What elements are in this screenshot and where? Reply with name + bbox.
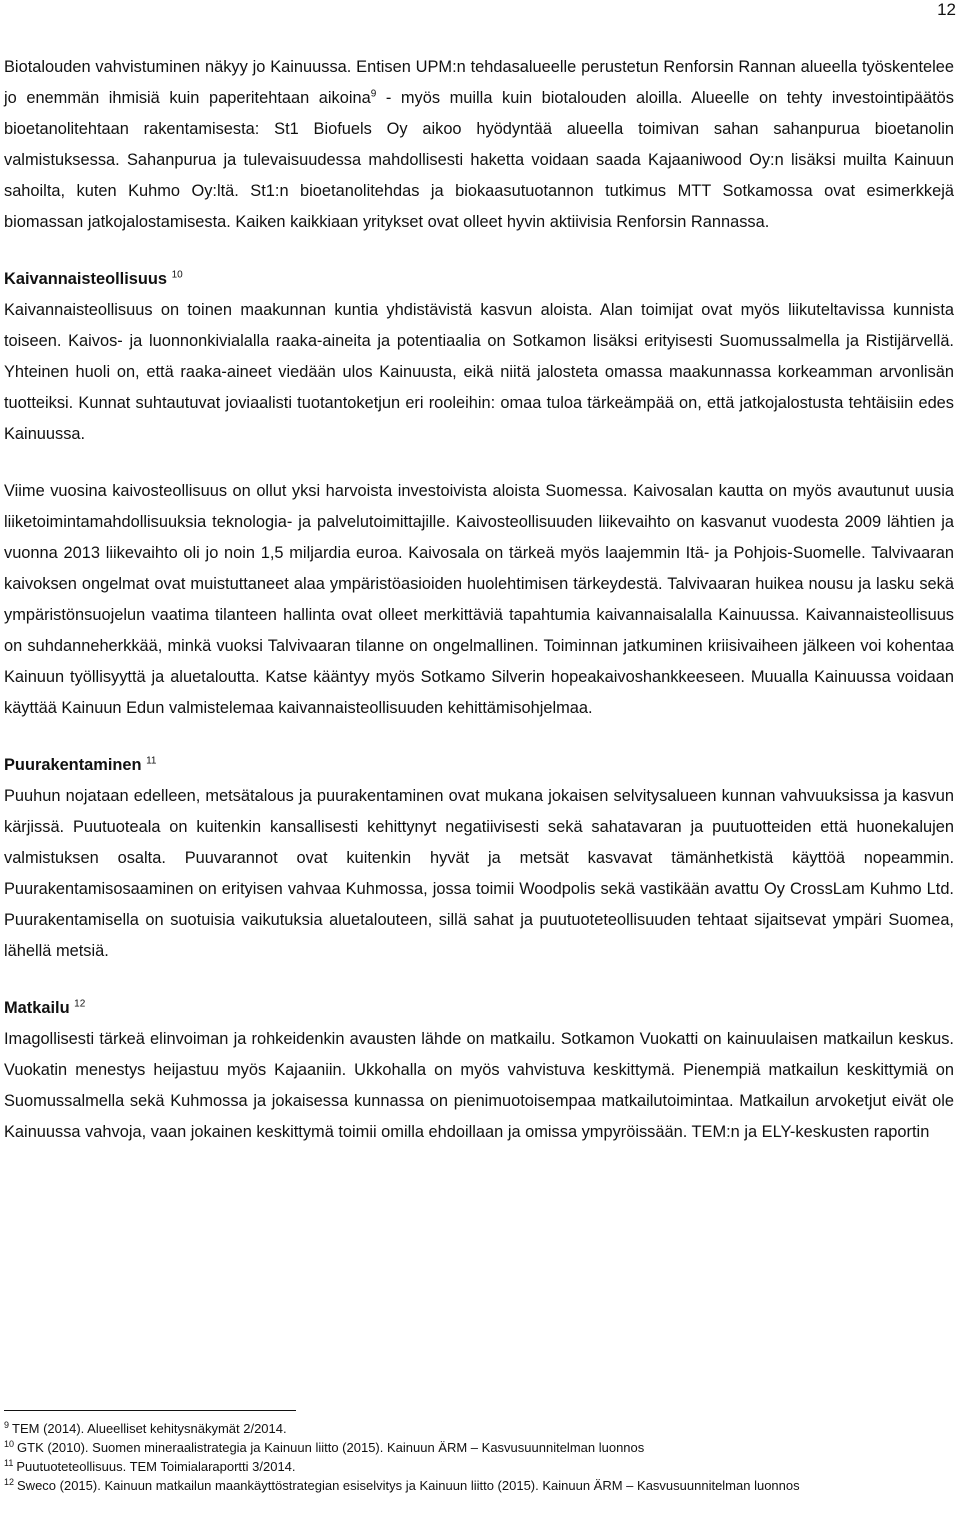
document-body bbox=[4, 52, 954, 1148]
paragraph-puurakentaminen: Puuhun nojataan edelleen, metsätalous ja puurakentaminen ovat mukana jokaisen selvitysalueen kunnan vahvuuksissa ja kasvun kärjissä. Puutuoteala on kuitenkin kansallisesti kehittynyt negatiivisesti sekä sahatavaran ja puutuotteiden että huonekalujen valmistuksen osalta. Puuvarannot ovat kuitenkin hyvät ja metsät kasvavat tämänhetkistä käyttöä nopeammin. Puurakentamisosaaminen on erityisen vahvaa Kuhmossa, jossa toimii Woodpolis sekä vastikään avattu Oy CrossLam Kuhmo Ltd. Puurakentamisella on suotuisia vaikutuksia aluetalouteen, sillä sahat ja puutuoteteollisuuden tehtaat sijaitsevat ympäri Suomea, lähellä metsiä. bbox=[4, 787, 954, 960]
paragraph-text: Biotalouden vahvistuminen näkyy jo Kainuussa. Entisen UPM:n tehdasalueelle perustetun Renforsin Rannan alueella työskentelee jo enemmän ihmisiä kuin paperitehtaan aikoina bbox=[4, 58, 954, 107]
footnote-text: TEM (2014). Alueelliset kehitysnäkymät 2/2014. bbox=[12, 1421, 287, 1436]
section-heading-matkailu bbox=[4, 993, 954, 1024]
footnote-9 bbox=[4, 1419, 954, 1438]
footnote-10 bbox=[4, 1438, 954, 1457]
footnote-ref: 9 bbox=[370, 88, 377, 100]
footnote-ref: 10 bbox=[171, 269, 183, 281]
footnote-ref: 11 bbox=[146, 755, 157, 767]
paragraph-kaivannais-1: Kaivannaisteollisuus on toinen maakunnan kuntia yhdistävistä kasvun aloista. Alan toimijat ovat myös liikuteltavissa kunnista toiseen. Kaivos- ja luonnonkivialalla raaka-aineita ja potentiaalia on Sotkamon lisäksi erityisesti Suomussalmella ja Ristijärvellä. Yhteinen huoli on, että raaka-aineet viedään ulos Kainuusta, eikä niitä jalosteta omassa maakunnassa korkeamman arvonlisän tuotteiksi. Kunnat suhtautuvat joviaalisti tuotantoketjun eri rooleihin: omaa tuloa tärkeämpää on, että jatkojalostusta tehtäisiin edes Kainuussa. bbox=[4, 301, 954, 443]
footnote-text: Puutuoteteollisuus. TEM Toimialaraportti 3/2014. bbox=[16, 1459, 296, 1474]
paragraph-biotalous bbox=[4, 52, 954, 238]
footnotes bbox=[4, 1410, 954, 1495]
heading-text: Matkailu bbox=[4, 999, 70, 1017]
footnote-text: GTK (2010). Suomen mineraalistrategia ja Kainuun liitto (2015). Kainuun ÄRM – Kasvusuunnitelman luonnos bbox=[17, 1440, 645, 1455]
heading-text: Puurakentaminen bbox=[4, 756, 142, 774]
footnote-text: Sweco (2015). Kainuun matkailun maankäyttöstrategian esiselvitys ja Kainuun liitto (2015). Kainuun ÄRM – Kasvusuunnitelman luonnos bbox=[17, 1478, 800, 1493]
section-heading-puurakentaminen bbox=[4, 750, 954, 781]
section-heading-kaivannaisteollisuus bbox=[4, 264, 954, 295]
paragraph-kaivannais-2: Viime vuosina kaivosteollisuus on ollut yksi harvoista investoivista aloista Suomessa. Kaivosalan kautta on myös avautunut uusia liiketoimintamahdollisuuksia teknologia- ja palvelutoimittajille. Kaivosteollisuuden liikevaihto on kasvanut vuodesta 2009 lähtien ja vuonna 2013 liikevaihto oli jo noin 1,5 miljardia euroa. Kaivosala on tärkeä myös laajemmin Itä- ja Pohjois-Suomelle. Talvivaaran kaivoksen ongelmat ovat muistuttaneet alaa ympäristöasioiden huolehtimisen tärkeydestä. Talvivaaran huikea nousu ja lasku sekä ympäristönsuojelun vaatima tilanteen hallinta ovat olleet merkittäviä tapahtumia kaivannaisalalla Kainuussa. Kaivannaisteollisuus on suhdanneherkkää, minkä vuoksi Talvivaaran tilanne on ongelmallinen. Toiminnan jatkuminen kriisivaiheen jälkeen voi kohentaa Kainuun työllisyyttä ja aluetaloutta. Katse kääntyy myös Sotkamo Silverin hopeakaivoshankkeeseen. Muualla Kainuussa voidaan käyttää Kainuun Edun valmistelemaa kaivannaisteollisuuden kehittämisohjelmaa. bbox=[4, 482, 954, 717]
footnote-number: 10 bbox=[4, 1438, 15, 1449]
paragraph-matkailu: Imagollisesti tärkeä elinvoiman ja rohkeidenkin avausten lähde on matkailu. Sotkamon Vuokatti on kainuulaisen matkailun keskus. Vuokatin menestys heijastuu myös Kajaaniin. Ukkohalla on myös vahvistuva keskittymä. Pienempiä matkailun keskittymiä on Suomussalmella sekä Kuhmossa ja jokaisessa kunnassa on pienimuotoisempaa matkailutoimintaa. Matkailun arvoketjut eivät ole Kainuussa vahvoja, vaan jokainen keskittymä toimii omilla ehdoillaan ja omissa ympyröissään. TEM:n ja ELY-keskusten raportin bbox=[4, 1030, 954, 1141]
paragraph-text-rest: - myös muilla kuin biotalouden aloilla. Alueelle on tehty investointipäätös bioetanolitehtaan rakentamisesta: St1 Biofuels Oy aikoo hyödyntää alueella toimivan sahan sahanpurua bioetanolin valmistuksessa. Sahanpurua ja tulevaisuudessa mahdollisesti haketta voidaan saada Kajaaniwood Oy:n lisäksi muilta Kainuun sahoilta, kuten Kuhmo Oy:ltä. St1:n bioetanolitehdas ja biokaasutuotannon tutkimus MTT Sotkamossa ovat esimerkkejä biomassan jatkojalostamisesta. Kaiken kaikkiaan yritykset ovat olleet hyvin aktiivisia Renforsin Rannassa. bbox=[4, 89, 954, 231]
footnote-number: 9 bbox=[4, 1419, 10, 1430]
footnote-number: 11 bbox=[4, 1457, 14, 1468]
footnote-number: 12 bbox=[4, 1476, 15, 1487]
footnote-ref: 12 bbox=[74, 998, 86, 1010]
page-number: 12 bbox=[937, 0, 956, 19]
footnote-12 bbox=[4, 1476, 954, 1495]
heading-text: Kaivannaisteollisuus bbox=[4, 270, 168, 288]
footnote-divider bbox=[4, 1410, 296, 1411]
footnote-11 bbox=[4, 1457, 954, 1476]
